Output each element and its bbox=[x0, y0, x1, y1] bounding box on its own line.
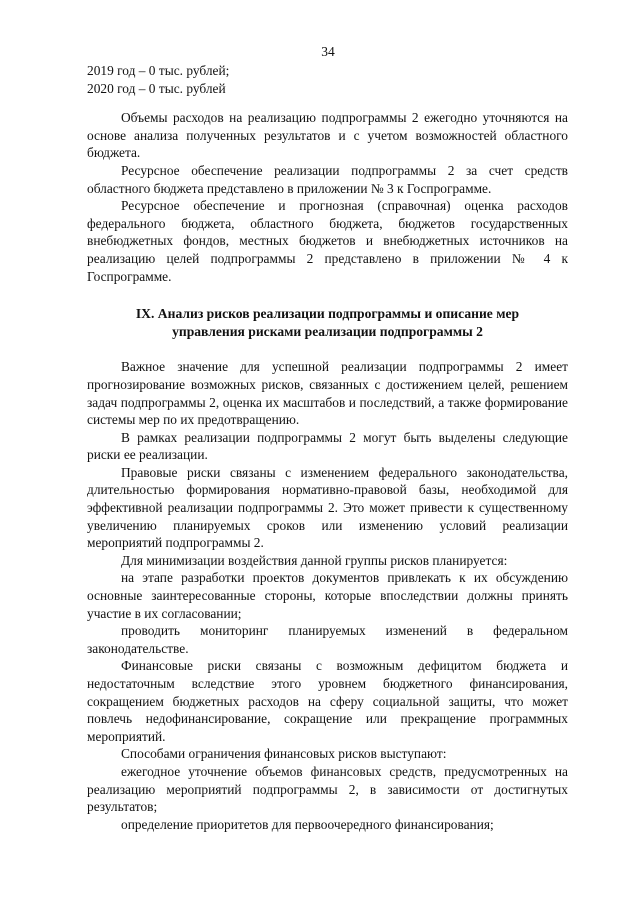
paragraph-priorities: определение приоритетов для первоочередного финансирования; bbox=[121, 816, 494, 832]
paragraph-forecast-estimate: Ресурсное обеспечение и прогнозная (справочная) оценка расходов федерального бюджета, областного бюджета, бюджетов государственных внебюджетных фондов, местных бюджетов и внебюджетных источников на реализацию целей подпрограммы 2 представлено в приложении № 4 к Госпрограмме. bbox=[87, 198, 568, 284]
paragraph-mitigation-intro: Для минимизации воздействия данной группы рисков планируется: bbox=[121, 552, 508, 568]
paragraph-financial-limits-intro: Способами ограничения финансовых рисков выступают: bbox=[121, 746, 447, 762]
budget-line-2020: 2020 год – 0 тыс. рублей bbox=[87, 80, 226, 96]
page-number: 34 bbox=[321, 44, 335, 59]
paragraph-regional-funding: Ресурсное обеспечение реализации подпрограммы 2 за счет средств областного бюджета представлено в приложении № 3 к Госпрограмме. bbox=[87, 162, 568, 196]
paragraph-annual-adjustment: ежегодное уточнение объемов финансовых средств, предусмотренных на реализацию мероприятий подпрограммы 2, в зависимости от достигнутых результатов; bbox=[87, 763, 568, 815]
section-heading-line-2: управления рисками реализации подпрограммы 2 bbox=[172, 323, 483, 339]
section-heading-line-1: IX. Анализ рисков реализации подпрограммы и описание мер bbox=[135, 306, 520, 322]
paragraph-legal-risks: Правовые риски связаны с изменением федерального законодательства, длительностью формирования нормативно-правовой базы, необходимой для эффективной реализации подпрограммы 2. Это может привести к существенному увеличению планируемых сроков или изменению условий реализации мероприятий подпрограммы 2. bbox=[87, 464, 568, 551]
budget-line-2019: 2019 год – 0 тыс. рублей; bbox=[87, 63, 230, 78]
paragraph-expense-volumes: Объемы расходов на реализацию подпрограммы 2 ежегодно уточняются на основе анализа полученных результатов и с учетом возможностей областного бюджета. bbox=[87, 110, 568, 161]
document-body bbox=[87, 62, 568, 833]
paragraph-risk-list-intro: В рамках реализации подпрограммы 2 могут быть выделены следующие риски ее реализации. bbox=[87, 429, 568, 463]
paragraph-financial-risks: Финансовые риски связаны с возможным дефицитом бюджета и недостаточным вследствие этого уровнем бюджетного финансирования, сокращением бюджетных расходов на сферу социальной защиты, что может повлечь недофинансирование, сокращение или прекращение программных мероприятий. bbox=[87, 658, 568, 744]
section-heading bbox=[87, 305, 568, 340]
paragraph-risk-importance: Важное значение для успешной реализации подпрограммы 2 имеет прогнозирование возможных рисков, связанных с достижением целей, решением задач подпрограммы 2, оценка их масштабов и последствий, а также формирование системы мер по их предотвращению. bbox=[87, 359, 568, 428]
paragraph-mitigation-drafts: на этапе разработки проектов документов привлекать к их обсуждению основные заинтересованные стороны, которые впоследствии должны принять участие в их согласовании; bbox=[87, 570, 568, 621]
paragraph-mitigation-monitoring: проводить мониторинг планируемых изменений в федеральном законодательстве. bbox=[87, 623, 568, 656]
